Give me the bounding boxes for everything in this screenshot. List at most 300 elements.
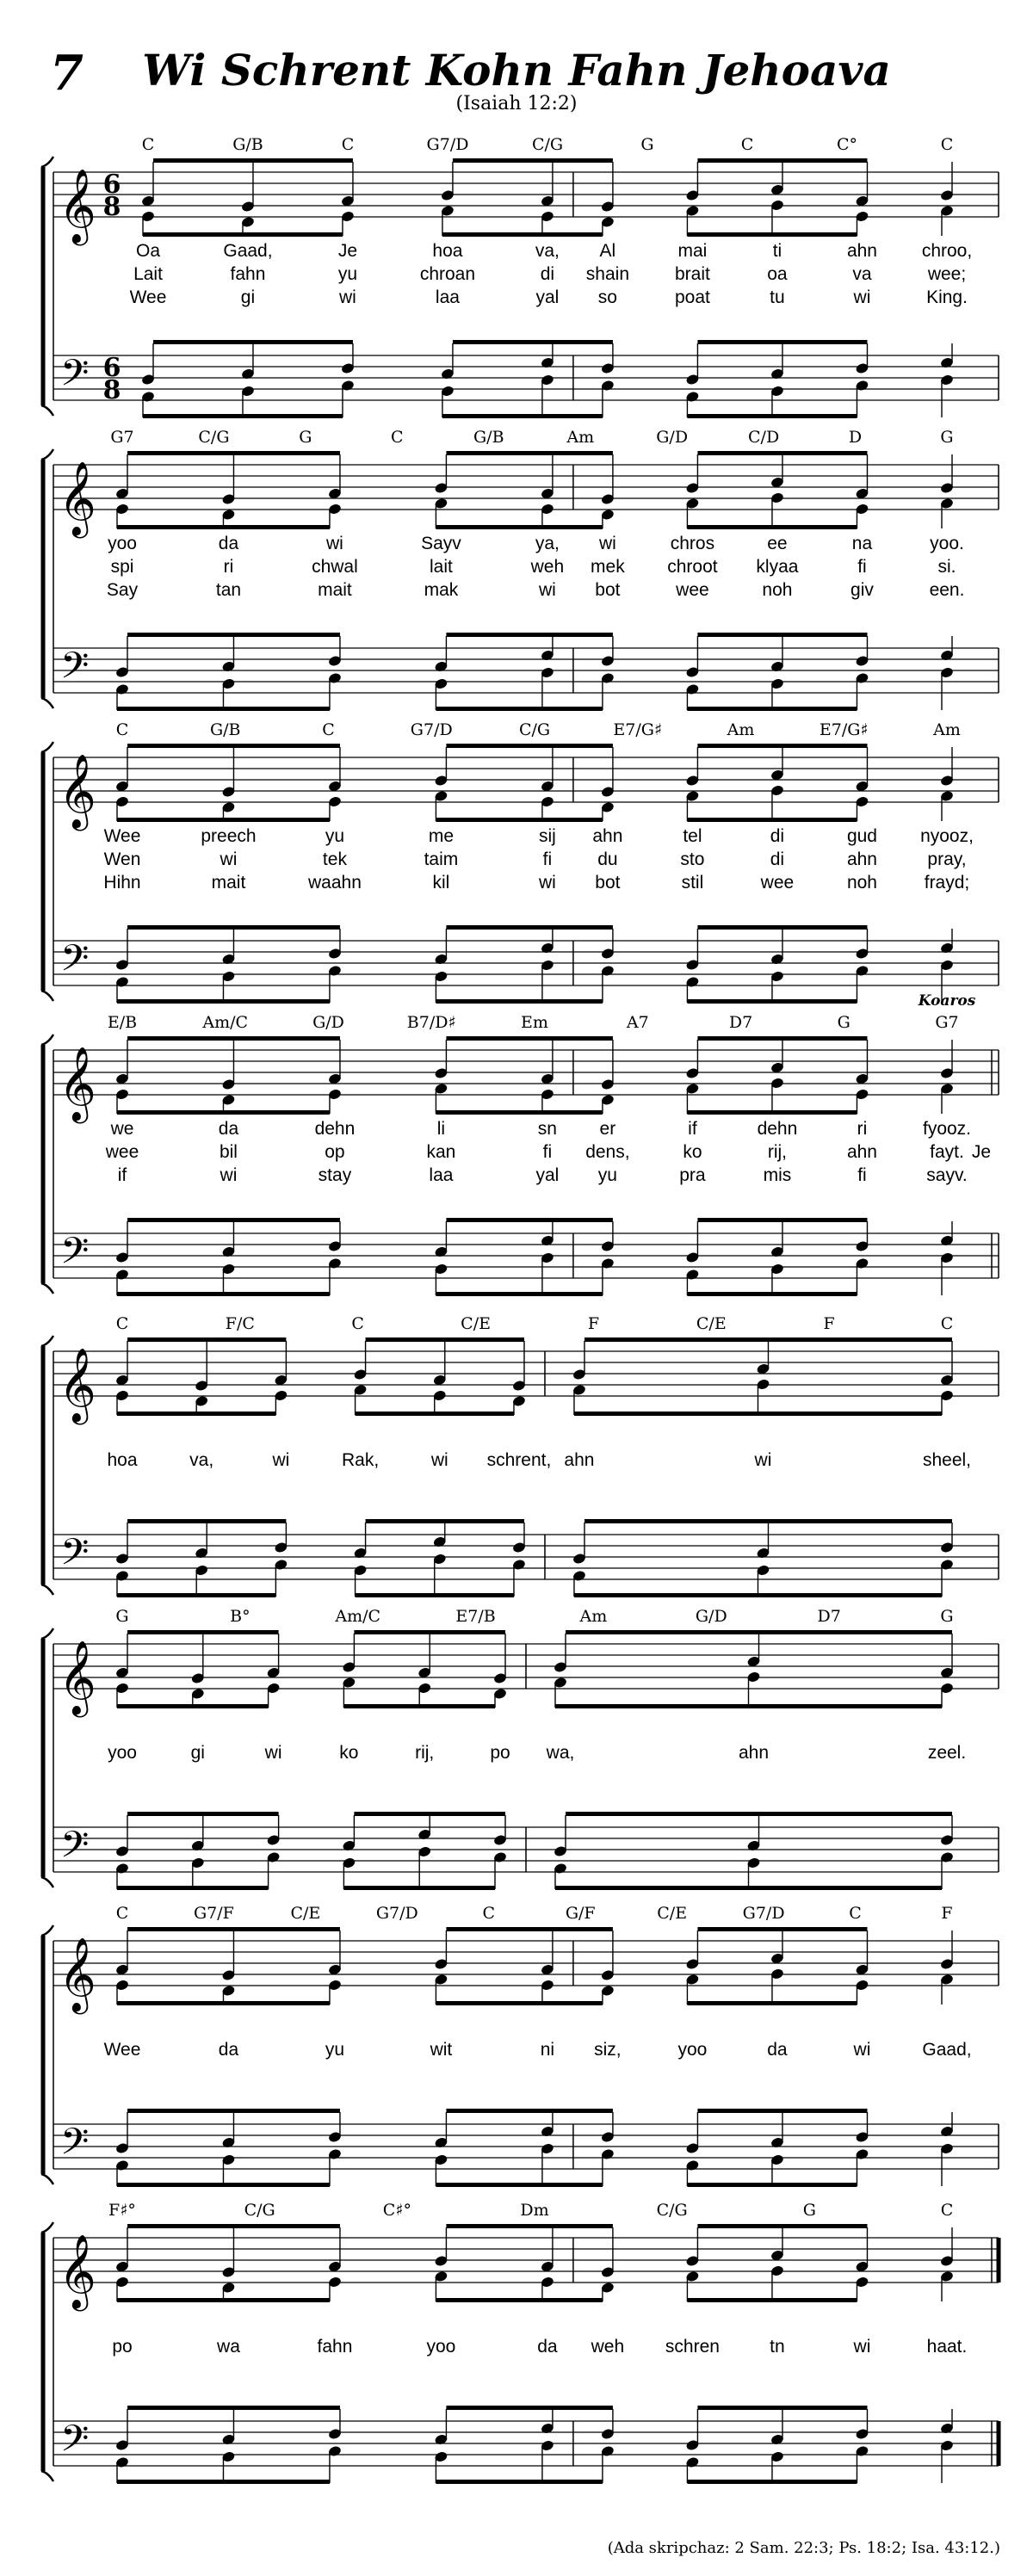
treble-clef: 𝄞 (59, 1937, 96, 2011)
lyric-syllable: tu (770, 287, 785, 307)
beam (446, 2109, 612, 2113)
chord-symbol: C (141, 135, 155, 154)
beam (127, 1519, 286, 1523)
lyric-syllable: preech (201, 826, 257, 846)
lyric-syllable: dehn (757, 1119, 798, 1139)
beam (356, 1412, 514, 1416)
chord-symbol: C/E (461, 1314, 491, 1333)
music-system (0, 133, 1033, 426)
lyric-syllable: sayv. (926, 1165, 968, 1185)
lyric-syllable: yu (597, 1165, 617, 1185)
beam (366, 1337, 524, 1342)
chord-symbol: Am (566, 428, 595, 447)
lyric-syllable: wee (105, 1142, 139, 1162)
lyric-syllable: Oa (135, 241, 161, 261)
lyric-syllable: chroot (667, 557, 718, 577)
beam (127, 1812, 279, 1816)
lyric-syllable: spi (110, 557, 134, 577)
beam (127, 2224, 340, 2228)
beam (453, 340, 613, 344)
chord-symbol: G/F (565, 1904, 596, 1923)
lyric-syllable: King. (926, 287, 968, 307)
beam (446, 925, 612, 930)
lyric-syllable: laa (435, 287, 460, 307)
chord-symbol: G7/D (742, 1904, 785, 1923)
bass-clef: 𝄢 (60, 2418, 90, 2469)
bracket-top-hook (41, 1035, 53, 1045)
lyric-syllable: op (325, 1142, 345, 1162)
lyric-syllable: stil (681, 873, 704, 893)
beam (566, 1812, 952, 1816)
chord-symbol: C (115, 720, 129, 739)
lyric-syllable: Je (337, 241, 358, 261)
chord-symbol: Am (727, 720, 755, 739)
chorus-marker: Koaros (918, 992, 976, 1010)
beam (697, 340, 867, 344)
lyric-syllable: dens, (585, 1142, 630, 1162)
lyric-syllable: rij, (415, 1743, 435, 1763)
beam (446, 633, 612, 637)
beam (697, 2109, 867, 2113)
treble-clef: 𝄞 (59, 1047, 96, 1121)
beam (697, 1218, 867, 1222)
beam (446, 2406, 612, 2410)
lyric-syllable: wa, (546, 1743, 575, 1763)
beam (127, 2406, 340, 2410)
lyric-syllable: du (597, 849, 618, 869)
beam (117, 999, 330, 1004)
lyric-syllable: ahn (846, 241, 877, 261)
lyric-syllable: wi (220, 1165, 238, 1185)
chord-symbol: D (848, 428, 863, 447)
beam (127, 1630, 279, 1634)
beam (117, 2001, 330, 2005)
time-signature-digit: 8 (102, 192, 121, 222)
lyric-syllable: ahn (592, 826, 623, 846)
chord-symbol: G (802, 2201, 816, 2220)
music-system (0, 1313, 1033, 1605)
lyric-syllable: wi (853, 287, 871, 307)
beam (446, 1218, 612, 1222)
lyric-syllable: yoo (677, 2040, 708, 2060)
beam (436, 2298, 602, 2302)
lyric-syllable: da (218, 2040, 239, 2060)
beam (697, 451, 867, 455)
beam (436, 2480, 602, 2484)
chord-symbol: G/B (209, 720, 241, 739)
lyric-syllable: fi (857, 1165, 867, 1185)
beam (453, 158, 613, 163)
lyric-syllable: weh (530, 557, 565, 577)
treble-clef: 𝄞 (59, 1348, 96, 1422)
lyric-syllable: yu (325, 2040, 345, 2060)
lyric-syllable: li (436, 1119, 446, 1139)
music-system (0, 719, 1033, 1011)
lyric-syllable: mek (591, 557, 625, 577)
lyric-syllable: yal (535, 287, 560, 307)
chord-symbol: E7/B (455, 1607, 496, 1626)
lyric-syllable: sij (538, 826, 556, 846)
lyric-syllable: shain (585, 264, 629, 284)
lyric-syllable: ahn (738, 1743, 770, 1763)
beam (697, 925, 867, 930)
bracket-bottom-hook (41, 1585, 53, 1595)
lyric-syllable: ko (339, 1743, 359, 1763)
beam (555, 1886, 942, 1890)
lyric-syllable: da (767, 2040, 788, 2060)
lyric-syllable: wit (430, 2040, 453, 2060)
bass-clef: 𝄢 (60, 645, 90, 696)
lyric-syllable: fyooz. (922, 1119, 972, 1139)
lyric-syllable: ee (767, 534, 788, 553)
chord-symbol: E7/G♯ (613, 720, 663, 739)
beam (436, 707, 602, 711)
treble-clef: 𝄞 (59, 461, 96, 535)
lyric-syllable: va (852, 264, 872, 284)
lyric-syllable: stay (318, 1165, 352, 1185)
lyric-syllable: bot (595, 873, 621, 893)
song-title: Wi Schrent Kohn Fahn Jehoava (142, 45, 891, 96)
chord-symbol: G7 (935, 1013, 959, 1032)
lyric-syllable: Gaad, (922, 2040, 972, 2060)
chord-symbol: C/G (198, 428, 230, 447)
beam (127, 1927, 340, 1931)
footnote: (Ada skripchaz: 2 Sam. 22:3; Ps. 18:2; Isa. 43:12.) (607, 2539, 1000, 2557)
lyric-syllable: mak (424, 580, 459, 600)
chord-symbol: C (351, 1314, 364, 1333)
lyric-syllable: chroan (419, 264, 476, 284)
chord-symbol: G7/D (410, 720, 453, 739)
lyric-syllable: noh (846, 873, 877, 893)
beam (117, 2298, 330, 2302)
lyric-syllable: ri (223, 557, 234, 577)
chord-symbol: G (940, 428, 954, 447)
lyric-syllable: hoa (107, 1450, 138, 1470)
beam (366, 1519, 524, 1523)
lyric-syllable: tel (683, 826, 702, 846)
lyric-syllable: wi (264, 1743, 282, 1763)
bracket-bottom-hook (41, 698, 53, 708)
lyric-syllable: wi (339, 287, 356, 307)
lyric-syllable: ni (540, 2040, 555, 2060)
staff-graphics (0, 1011, 1033, 1295)
time-signature-digit: 6 (102, 170, 121, 200)
lyric-syllable: ya, (535, 534, 560, 553)
staff-graphics (0, 426, 1033, 710)
beam (442, 414, 603, 418)
lyric-syllable: wi (754, 1450, 772, 1470)
beam (436, 1292, 602, 1296)
beam (687, 2183, 857, 2187)
lyric-syllable: me (428, 826, 455, 846)
lyric-syllable: wa (217, 2337, 240, 2357)
bracket-top-hook (41, 1336, 53, 1346)
lyric-syllable: wi (853, 2337, 871, 2357)
beam (687, 232, 857, 237)
chord-symbol: C/G (656, 2201, 688, 2220)
chord-symbol: B7/D♯ (406, 1013, 456, 1032)
beam (127, 2109, 340, 2113)
lyric-syllable: wi (272, 1450, 290, 1470)
beam (555, 1704, 942, 1708)
lyric-syllable: klyaa (756, 557, 799, 577)
chord-symbol: G/D (656, 428, 689, 447)
treble-clef: 𝄞 (59, 2234, 96, 2308)
lyric-syllable: taim (424, 849, 459, 869)
lyric-syllable: nyooz, (920, 826, 974, 846)
lyric-syllable: chwal (312, 557, 358, 577)
chord-symbol: C/E (657, 1904, 688, 1923)
chord-symbol: G (115, 1607, 129, 1626)
lyric-syllable: ahn (846, 849, 877, 869)
music-system (0, 1605, 1033, 1898)
chord-symbol: G7/D (426, 135, 469, 154)
lyric-syllable: ri (857, 1119, 868, 1139)
beam (117, 2183, 330, 2187)
lyric-syllable: frayd; (924, 873, 970, 893)
beam (153, 340, 353, 344)
chord-symbol: C (740, 135, 754, 154)
bass-clef: 𝄢 (60, 2121, 90, 2172)
chord-symbol: Am (579, 1607, 608, 1626)
beam (436, 818, 602, 822)
lyric-syllable: er (599, 1119, 616, 1139)
lyric-syllable: Je (971, 1142, 992, 1162)
chord-symbol: G (299, 428, 312, 447)
beam (127, 744, 340, 748)
lyric-syllable: gi (240, 287, 256, 307)
lyric-syllable: mis (763, 1165, 792, 1185)
beam (356, 1593, 514, 1597)
beam (436, 999, 602, 1004)
lyric-syllable: va, (535, 241, 560, 261)
chord-symbol: C° (836, 135, 858, 154)
lyric-syllable: yu (325, 826, 345, 846)
lyric-syllable: sn (537, 1119, 557, 1139)
chord-symbol: E7/G♯ (819, 720, 869, 739)
chord-symbol: C/E (696, 1314, 727, 1333)
chord-symbol: C (940, 2201, 954, 2220)
lyric-syllable: wi (853, 2040, 871, 2060)
song-header (0, 0, 1033, 120)
beam (687, 525, 857, 529)
lyric-syllable: yoo. (930, 534, 964, 553)
lyric-syllable: zeel. (927, 1743, 967, 1763)
beam (436, 2183, 602, 2187)
lyric-syllable: weh (591, 2337, 625, 2357)
beam (436, 2001, 602, 2005)
bass-clef: 𝄢 (60, 352, 90, 404)
lyric-syllable: waahn (307, 873, 362, 893)
lyric-syllable: fi (542, 849, 553, 869)
lyric-syllable: yu (337, 264, 358, 284)
beam (354, 1630, 505, 1634)
lyric-syllable: tek (322, 849, 347, 869)
lyric-syllable: brait (674, 264, 710, 284)
lyric-syllable: ahn (564, 1450, 595, 1470)
lyric-syllable: da (218, 534, 239, 553)
lyric-syllable: sheel, (922, 1450, 972, 1470)
chord-symbol: D7 (817, 1607, 841, 1626)
chord-symbol: G (837, 1013, 851, 1032)
lyric-syllable: een. (929, 580, 965, 600)
lyric-syllable: if (117, 1165, 127, 1185)
bracket-bottom-hook (41, 991, 53, 1001)
chord-symbol: F (587, 1314, 600, 1333)
beam (117, 1292, 330, 1296)
bracket-top-hook (41, 2222, 53, 2233)
beam (687, 2001, 857, 2005)
beam (436, 1110, 602, 1115)
beam (687, 2298, 857, 2302)
lyric-syllable: di (770, 849, 785, 869)
chord-symbol: Am (933, 720, 961, 739)
beam (687, 414, 857, 418)
beam (446, 1036, 612, 1041)
lyric-syllable: da (218, 1119, 239, 1139)
music-system (0, 992, 1033, 1304)
chord-symbol: B° (230, 1607, 251, 1626)
chord-symbol: Am/C (335, 1607, 381, 1626)
lyric-syllable: kan (426, 1142, 456, 1162)
music-system (0, 1902, 1033, 2195)
chord-symbol: Dm (520, 2201, 549, 2220)
bracket-top-hook (41, 1628, 53, 1639)
beam (153, 158, 353, 163)
song-number: 7 (50, 45, 84, 102)
lyric-syllable: dehn (314, 1119, 356, 1139)
lyric-syllable: wi (598, 534, 616, 553)
lyric-syllable: va, (189, 1450, 214, 1470)
bracket-top-hook (41, 449, 53, 460)
lyric-syllable: siz, (594, 2040, 622, 2060)
bass-clef: 𝄢 (60, 1824, 90, 1875)
chord-symbol: F (941, 1904, 953, 1923)
beam (574, 1412, 942, 1416)
lyric-syllable: Rak, (341, 1450, 380, 1470)
lyric-syllable: wee; (927, 264, 967, 284)
beam (442, 232, 603, 237)
chord-symbol: G7/D (375, 1904, 418, 1923)
lyric-syllable: Lait (133, 264, 163, 284)
chord-symbol: Em (521, 1013, 548, 1032)
chord-symbol: Am/C (202, 1013, 249, 1032)
beam (117, 1704, 269, 1708)
lyric-syllable: bot (595, 580, 621, 600)
staff-graphics (0, 1605, 1033, 1889)
beam (446, 744, 612, 748)
beam (585, 1519, 952, 1523)
lyric-syllable: poat (674, 287, 710, 307)
staff-graphics (0, 1902, 1033, 2186)
chord-symbol: F/C (225, 1314, 255, 1333)
beam (574, 1593, 942, 1597)
lyric-syllable: lait (429, 557, 453, 577)
bracket-top-hook (41, 157, 53, 167)
beam (697, 633, 867, 637)
lyric-syllable: mait (318, 580, 352, 600)
lyric-syllable: wi (220, 849, 238, 869)
lyric-syllable: tan (215, 580, 242, 600)
lyric-syllable: ahn (846, 1142, 877, 1162)
staff-graphics (0, 719, 1033, 1003)
chord-symbol: C/G (244, 2201, 275, 2220)
beam (117, 1593, 275, 1597)
treble-clef: 𝄞 (59, 169, 96, 243)
beam (343, 1886, 495, 1890)
lyric-syllable: fahn (230, 264, 266, 284)
lyric-syllable: laa (429, 1165, 454, 1185)
lyric-syllable: Wee (103, 826, 141, 846)
lyric-syllable: na (851, 534, 873, 553)
bracket-top-hook (41, 742, 53, 752)
lyric-syllable: hoa (432, 241, 463, 261)
lyric-syllable: schren (665, 2337, 720, 2357)
bass-clef: 𝄢 (60, 937, 90, 989)
lyric-syllable: tn (770, 2337, 785, 2357)
chord-symbol: C/E (290, 1904, 321, 1923)
treble-clef: 𝄞 (59, 1640, 96, 1714)
lyric-syllable: we (110, 1119, 134, 1139)
beam (697, 1036, 867, 1041)
lyric-syllable: Gaad, (223, 241, 273, 261)
lyric-syllable: pra (679, 1165, 706, 1185)
beam (117, 1110, 330, 1115)
chord-symbol: C (115, 1314, 129, 1333)
lyric-syllable: yoo (426, 2337, 456, 2357)
lyric-syllable: Wee (129, 287, 167, 307)
beam (687, 2480, 857, 2484)
chord-symbol: G/D (695, 1607, 727, 1626)
lyric-syllable: chroo, (921, 241, 973, 261)
chord-symbol: F♯° (108, 2201, 136, 2220)
lyric-syllable: haat. (926, 2337, 968, 2357)
lyric-syllable: fayt. (930, 1142, 964, 1162)
lyric-syllable: wee (676, 580, 709, 600)
lyric-syllable: gi (190, 1743, 205, 1763)
lyric-syllable: si. (937, 557, 956, 577)
lyric-syllable: pray, (927, 849, 967, 869)
beam (697, 1927, 867, 1931)
lyric-syllable: fi (542, 1142, 553, 1162)
lyric-syllable: fi (857, 557, 867, 577)
beam (687, 818, 857, 822)
lyric-syllable: Al (599, 241, 616, 261)
lyric-syllable: di (540, 264, 555, 284)
chord-symbol: G (940, 1607, 954, 1626)
beam (354, 1812, 505, 1816)
lyric-syllable: yoo (108, 534, 137, 553)
beam (687, 999, 857, 1004)
lyric-syllable: wee (760, 873, 795, 893)
beam (127, 1036, 340, 1041)
beam (566, 1630, 952, 1634)
beam (127, 1337, 286, 1342)
lyric-syllable: gud (846, 826, 877, 846)
lyric-syllable: chros (670, 534, 715, 553)
scripture-reference: (Isaiah 12:2) (455, 93, 578, 114)
beam (697, 158, 867, 163)
chord-symbol: C (482, 1904, 496, 1923)
bracket-bottom-hook (41, 2174, 53, 2184)
beam (127, 633, 340, 637)
lyric-syllable: if (688, 1119, 697, 1139)
chord-symbol: C♯° (382, 2201, 411, 2220)
chord-symbol: C (322, 720, 335, 739)
chord-symbol: G7/F (194, 1904, 234, 1923)
chord-symbol: C (849, 1904, 862, 1923)
music-system (0, 426, 1033, 719)
